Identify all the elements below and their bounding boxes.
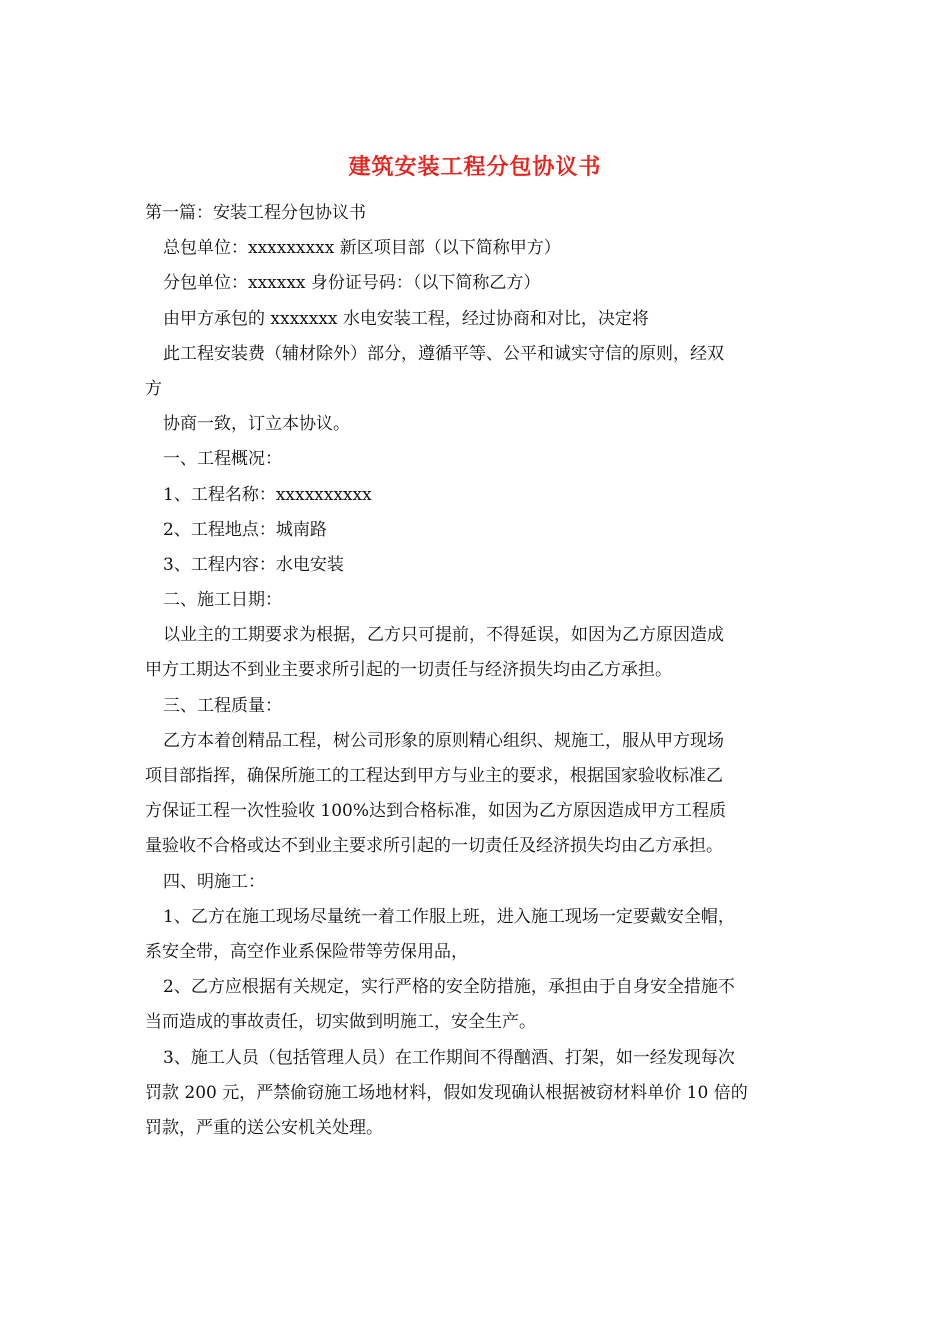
- document-title: 建筑安装工程分包协议书: [348, 154, 602, 180]
- clause-heading: 二、施工日期：: [163, 590, 282, 611]
- paragraph-line: 乙方本着创精品工程，树公司形象的原则精心组织、规施工，服从甲方现场: [163, 730, 724, 751]
- paragraph-line: 此工程安装费（辅材除外）部分，遵循平等、公平和诚实守信的原则，经双: [163, 343, 724, 364]
- paragraph-line: 3、工程内容：水电安装: [163, 554, 344, 575]
- paragraph-line: 当而造成的事故责任，切实做到明施工，安全生产。: [145, 1012, 536, 1033]
- paragraph-line: 方保证工程一次性验收 100%达到合格标准，如因为乙方原因造成甲方工程质: [145, 801, 727, 822]
- clause-heading: 三、工程质量：: [163, 695, 282, 716]
- document-body: [145, 196, 810, 1146]
- paragraph-line: 量验收不合格或达不到业主要求所引起的一切责任及经济损失均由乙方承担。: [145, 836, 723, 857]
- paragraph-line: 项目部指挥，确保所施工的工程达到甲方与业主的要求，根据国家验收标准乙: [145, 766, 723, 786]
- paragraph-line: 甲方工期达不到业主要求所引起的一切责任与经济损失均由乙方承担。: [145, 660, 672, 681]
- paragraph-line: 总包单位：xxxxxxxxx 新区项目部（以下简称甲方）: [163, 238, 561, 259]
- paragraph-line: 系安全带，高空作业系保险带等劳保用品，: [145, 941, 468, 962]
- paragraph-line: 2、工程地点：城南路: [163, 519, 327, 540]
- paragraph-line: 3、施工人员（包括管理人员）在工作期间不得酗酒、打架，如一经发现每次: [163, 1047, 735, 1068]
- paragraph-line: 2、乙方应根据有关规定，实行严格的安全防措施，承担由于自身安全措施不: [163, 977, 735, 998]
- clause-heading: 一、工程概况：: [163, 449, 282, 470]
- paragraph-line: 以业主的工期要求为根据，乙方只可提前，不得延误，如因为乙方原因造成: [163, 625, 724, 646]
- paragraph-line: 1、工程名称：xxxxxxxxxx: [163, 484, 372, 505]
- clause-heading: 四、明施工：: [163, 871, 265, 892]
- paragraph-line: 方: [145, 378, 162, 399]
- paragraph-line: 协商一致，订立本协议。: [163, 414, 350, 435]
- paragraph-line: 罚款，严重的送公安机关处理。: [145, 1117, 383, 1138]
- section-heading: 第一篇：安装工程分包协议书: [145, 203, 366, 223]
- paragraph-line: 由甲方承包的 xxxxxxx 水电安装工程，经过协商和对比，决定将: [163, 308, 649, 329]
- paragraph-line: 罚款 200 元，严禁偷窃施工场地材料，假如发现确认根据被窃材料单价 10 倍的: [145, 1082, 748, 1103]
- paragraph-line: 1、乙方在施工现场尽量统一着工作服上班，进入施工现场一定要戴安全帽，: [163, 906, 735, 927]
- paragraph-line: 分包单位：xxxxxx 身份证号码：（以下简称乙方）: [163, 273, 541, 294]
